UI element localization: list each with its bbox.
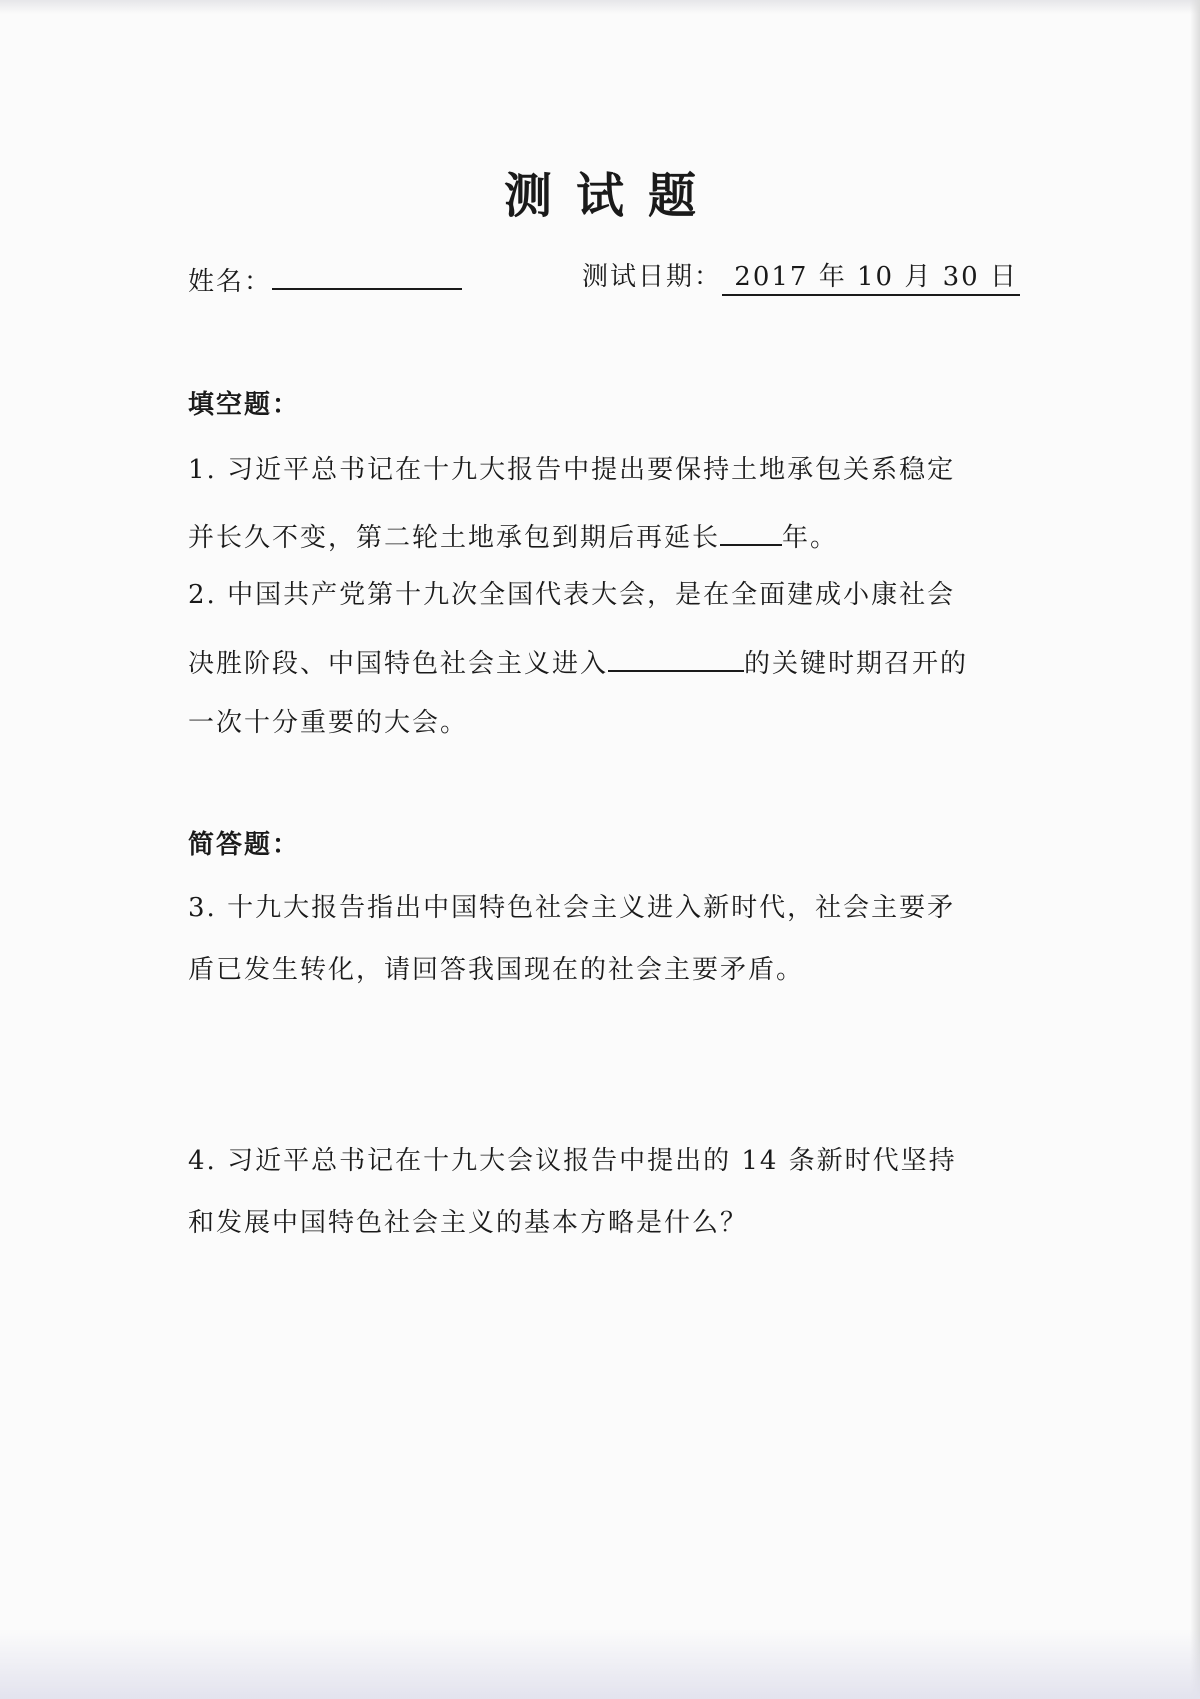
scan-edge-top	[0, 0, 1200, 14]
question-1-line-1: 1. 习近平总书记在十九大报告中提出要保持土地承包关系稳定	[188, 455, 956, 485]
name-blank[interactable]	[272, 264, 462, 290]
question-1-line-2	[188, 520, 838, 551]
name-label: 姓名：	[188, 267, 273, 297]
question-2-line-2	[188, 646, 968, 677]
scan-edge-right	[1190, 0, 1200, 1699]
date-value: 2017 年 10 月 30 日	[722, 262, 1020, 296]
question-4-line-2: 和发展中国特色社会主义的基本方略是什么？	[188, 1208, 749, 1238]
question-1-blank[interactable]	[720, 520, 782, 546]
name-row	[188, 264, 462, 295]
scan-edge-bottom	[0, 1629, 1200, 1699]
date-label: 测试日期：	[582, 262, 723, 292]
question-2-blank[interactable]	[608, 646, 744, 672]
page-title: 测试题	[503, 168, 720, 224]
date-row	[582, 264, 1020, 290]
question-2-text-after: 的关键时期召开的	[744, 649, 969, 679]
question-2-text-before: 决胜阶段、中国特色社会主义进入	[188, 649, 609, 679]
question-1-text-before: 并长久不变，第二轮土地承包到期后再延长	[188, 523, 721, 553]
question-2-line-1: 2. 中国共产党第十九次全国代表大会，是在全面建成小康社会	[188, 580, 956, 610]
question-3-line-1: 3. 十九大报告指出中国特色社会主义进入新时代，社会主要矛	[188, 893, 956, 923]
question-2-line-3: 一次十分重要的大会。	[188, 708, 469, 738]
question-1-text-after: 年。	[782, 523, 839, 553]
fill-blank-heading: 填空题：	[188, 390, 301, 420]
question-3-line-2: 盾已发生转化，请回答我国现在的社会主要矛盾。	[188, 955, 805, 985]
question-4-line-1: 4. 习近平总书记在十九大会议报告中提出的 14 条新时代坚持	[188, 1146, 957, 1176]
short-answer-heading: 简答题：	[188, 830, 301, 860]
